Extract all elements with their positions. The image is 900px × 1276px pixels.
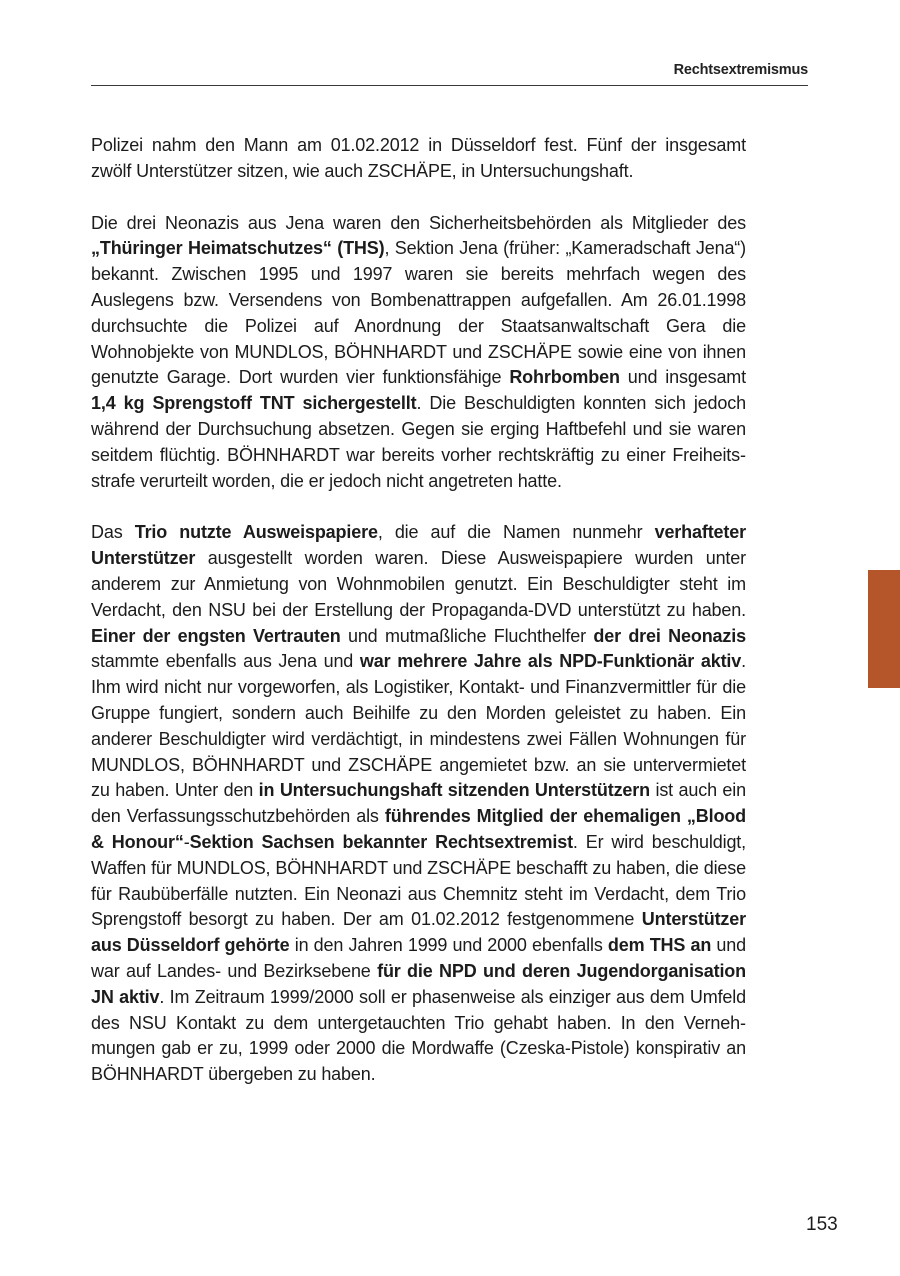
paragraph-1 [91, 133, 746, 185]
body-text [91, 133, 746, 1114]
text-run: Polizei nahm den Mann am 01.02.2012 in Düsseldorf fest. Fünf der insgesamt zwölf Unterstützer sitzen, wie auch ZSCHÄPE, in Untersuchungshaft. [91, 135, 746, 181]
text-run: und mutmaßliche Fluchthelfer [340, 625, 594, 646]
text-run: ist auch ein den Verfassungsschutzbehörden als [91, 780, 746, 827]
bold-text-run: führendes Mitglied der ehemaligen „Blood & Honour“ [91, 806, 746, 852]
bold-text-run: war mehrere Jahre als NPD-Funktionär aktiv [359, 651, 742, 672]
text-run: stammte ebenfalls aus Jena und [91, 651, 360, 672]
text-run: , Sektion Jena (früher: „Kameradschaft Jena“) bekannt. Zwischen 1995 und 1997 waren sie bereits mehrfach wegen des Auslegens bzw. Versendens von Bombenattrappen aufgefallen. Am 26.01.1998 durchsuchte die Polizei auf Anordnung der Staatsanwaltschaft Gera die Wohnobjekte von MUNDLOS, BÖHNHARDT und ZSCHÄPE sowie eine von ihnen genutzte Garage. Dort wurden vier funktionsfähige [91, 238, 746, 388]
text-run: in den Jahren 1999 und 2000 ebenfalls [289, 935, 608, 956]
bold-text-run: in Untersuchungshaft sitzenden Unterstützern [258, 780, 650, 801]
bold-text-run: für die NPD und deren Jugendorganisation JN aktiv [91, 960, 746, 1007]
text-run: Die drei Neonazis aus Jena waren den Sicherheitsbehörden als Mitglieder des [91, 212, 746, 233]
bold-text-run: 1,4 kg Sprengstoff TNT sichergestellt [91, 393, 417, 414]
bold-text-run: der drei Neonazis [593, 625, 746, 646]
bold-text-run: Rohrbomben [509, 367, 620, 388]
text-run: ausgestellt worden waren. Diese Ausweispapiere wurden unter anderem zur Anmietung von Wohnmobilen genutzt. Ein Beschuldigter steht im Verdacht, den NSU bei der Erstellung der Propaganda-DVD unterstützt zu haben. [91, 548, 746, 620]
running-header [91, 60, 808, 86]
page-number: 153 [806, 1214, 838, 1235]
text-run: . Die Beschuldigten konnten sich jedoch während der Durchsuchung absetzen. Gegen sie erging Haftbefehl und sie waren seitdem flüchtig. BÖHNHARDT war bereits vorher rechtskräftig zu einer Freiheitsstrafe verurteilt worden, die er jedoch nicht angetreten hatte. [91, 393, 746, 491]
bold-text-run: Unterstützer aus Düsseldorf gehörte [91, 909, 746, 956]
bold-text-run: Sektion Sachsen bekannter Rechtsextremist [189, 831, 573, 852]
text-run: , die auf die Namen nunmehr [377, 522, 655, 543]
text-run: . Ihm wird nicht nur vorgeworfen, als Logistiker, Kontakt- und Finanzvermittler für die Gruppe fungiert, sondern auch Beihilfe zu den Morden geleistet zu haben. Ein anderer Beschuldigter wird verdächtigt, in mindestens zwei Fällen Wohnungen für MUNDLOS, BÖHNHARDT und ZSCHÄPE angemietet bzw. an sie untervermietet zu haben. Unter den [91, 651, 746, 801]
bold-text-run: verhafteter Unterstützer [91, 522, 746, 569]
bold-text-run: „Thüringer Heimatschutzes“ (THS) [91, 238, 385, 259]
bold-text-run: dem THS an [607, 935, 712, 956]
text-run: und war auf Landes- und Bezirksebene [91, 935, 746, 981]
text-run: . Im Zeitraum 1999/2000 soll er phasenweise als einziger aus dem Umfeld des NSU Kontakt zu dem untergetauchten Trio gehabt haben. In den Vernehmungen gab er zu, 1999 oder 2000 die Mordwaffe (Czeska-Pistole) konspirativ an BÖHNHARDT übergeben zu haben. [91, 986, 746, 1085]
bold-text-run: Trio nutzte Ausweispapiere [134, 522, 378, 543]
chapter-tab-marker [868, 570, 900, 688]
bold-text-run: Einer der engsten Vertrauten [91, 625, 341, 646]
header-title: Rechtsextremismus [673, 62, 808, 78]
text-run: Das [91, 522, 135, 543]
paragraph-3 [91, 520, 746, 1088]
text-run: . Er wird beschuldigt, Waffen für MUNDLOS, BÖHNHARDT und ZSCHÄPE beschafft zu haben, die diese für Raubüberfälle nutzten. Ein Neonazi aus Chemnitz steht im Verdacht, dem Trio Sprengstoff besorgt zu haben. Der am 01.02.2012 festgenommene [91, 831, 747, 930]
text-run: - [183, 831, 190, 852]
paragraph-2 [91, 211, 746, 495]
text-run: und insgesamt [619, 367, 746, 388]
